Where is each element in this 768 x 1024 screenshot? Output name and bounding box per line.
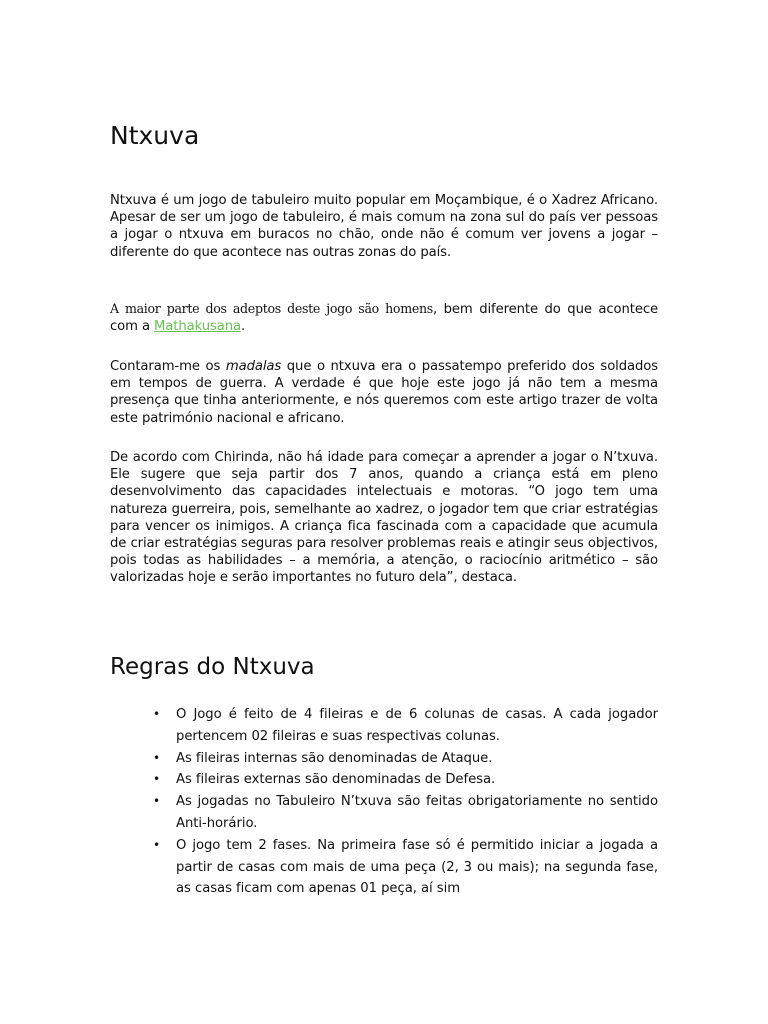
list-item-text: O Jogo é feito de 4 fileiras e de 6 colunas de casas. A cada jogador pertencem 02 fileiras e suas respectivas colunas. <box>176 707 658 744</box>
list-item-text: O jogo tem 2 fases. Na primeira fase só é permitido iniciar a jogada a partir de casas com mais de uma peça (2, 3 ou mais); na segunda fase, as casas ficam com apenas 01 peça, aí sim <box>176 837 658 897</box>
rules-list <box>110 704 658 900</box>
list-item-text: As fileiras internas são denominadas de Ataque. <box>176 750 493 766</box>
list-item <box>110 835 658 900</box>
section-heading-rules: Regras do Ntxuva <box>110 654 315 680</box>
bullet-icon: • <box>153 794 161 809</box>
list-item <box>110 769 658 791</box>
paragraph-madalas-start: Contaram-me os <box>110 359 226 374</box>
paragraph-adeptos-end: . <box>240 319 246 335</box>
paragraph-intro: Ntxuva é um jogo de tabuleiro muito popular em Moçambique, é o Xadrez Africano. Apesar de ser um jogo de tabuleiro, é mais comum na zona sul do país ver pessoas a jogar o ntxuva em buracos no chão, onde não é comum ver jovens a jogar – diferente do que acontece nas outras zonas do país. <box>110 193 658 260</box>
madalas-italic: madalas <box>225 359 282 374</box>
paragraph-adeptos-text: , bem diferente do que acontece com a <box>110 302 659 335</box>
list-item-text: As fileiras externas são denominadas de Defesa. <box>176 772 496 788</box>
paragraph-madalas <box>110 358 658 427</box>
bullet-icon: • <box>153 707 161 721</box>
list-item <box>110 791 658 835</box>
paragraph-madalas-text: que o ntxuva era o passatempo preferido dos soldados em tempos de guerra. A verdade é que hoje este jogo já não tem a mesma presença que tinha anteriormente, e nós queremos com este artigo trazer de volta este património nacional e africano. <box>110 359 658 426</box>
list-item <box>110 704 658 748</box>
paragraph-chirinda: De acordo com Chirinda, não há idade para começar a aprender a jogar o N’txuva. Ele sugere que seja partir dos 7 anos, quando a criança está em pleno desenvolvimento das capacidades intelectuais e motoras. “O jogo tem uma natureza guerreira, pois, semelhante ao xadrez, o jogador tem que criar estratégias para vencer os inimigos. A criança fica fascinada com a capacidade que acumula de criar estratégias seguras para resolver problemas reais e atingir seus objectivos, pois todas as habilidades – a memória, a atenção, o raciocínio aritmético – são valorizadas hoje e serão importantes no futuro dela”, destaca. <box>110 450 658 586</box>
paragraph-adeptos-serif-text: A maior parte dos adeptos deste jogo são homens <box>110 301 433 316</box>
page-title: Ntxuva <box>110 121 200 150</box>
bullet-icon: • <box>153 750 161 765</box>
bullet-icon: • <box>153 837 161 852</box>
list-item <box>110 748 658 770</box>
paragraph-adeptos <box>110 300 658 335</box>
bullet-icon: • <box>153 772 161 787</box>
mathakusana-link[interactable]: Mathakusana <box>154 319 241 335</box>
list-item-text: As jogadas no Tabuleiro N’txuva são feitas obrigatoriamente no sentido Anti-horário. <box>176 794 658 831</box>
